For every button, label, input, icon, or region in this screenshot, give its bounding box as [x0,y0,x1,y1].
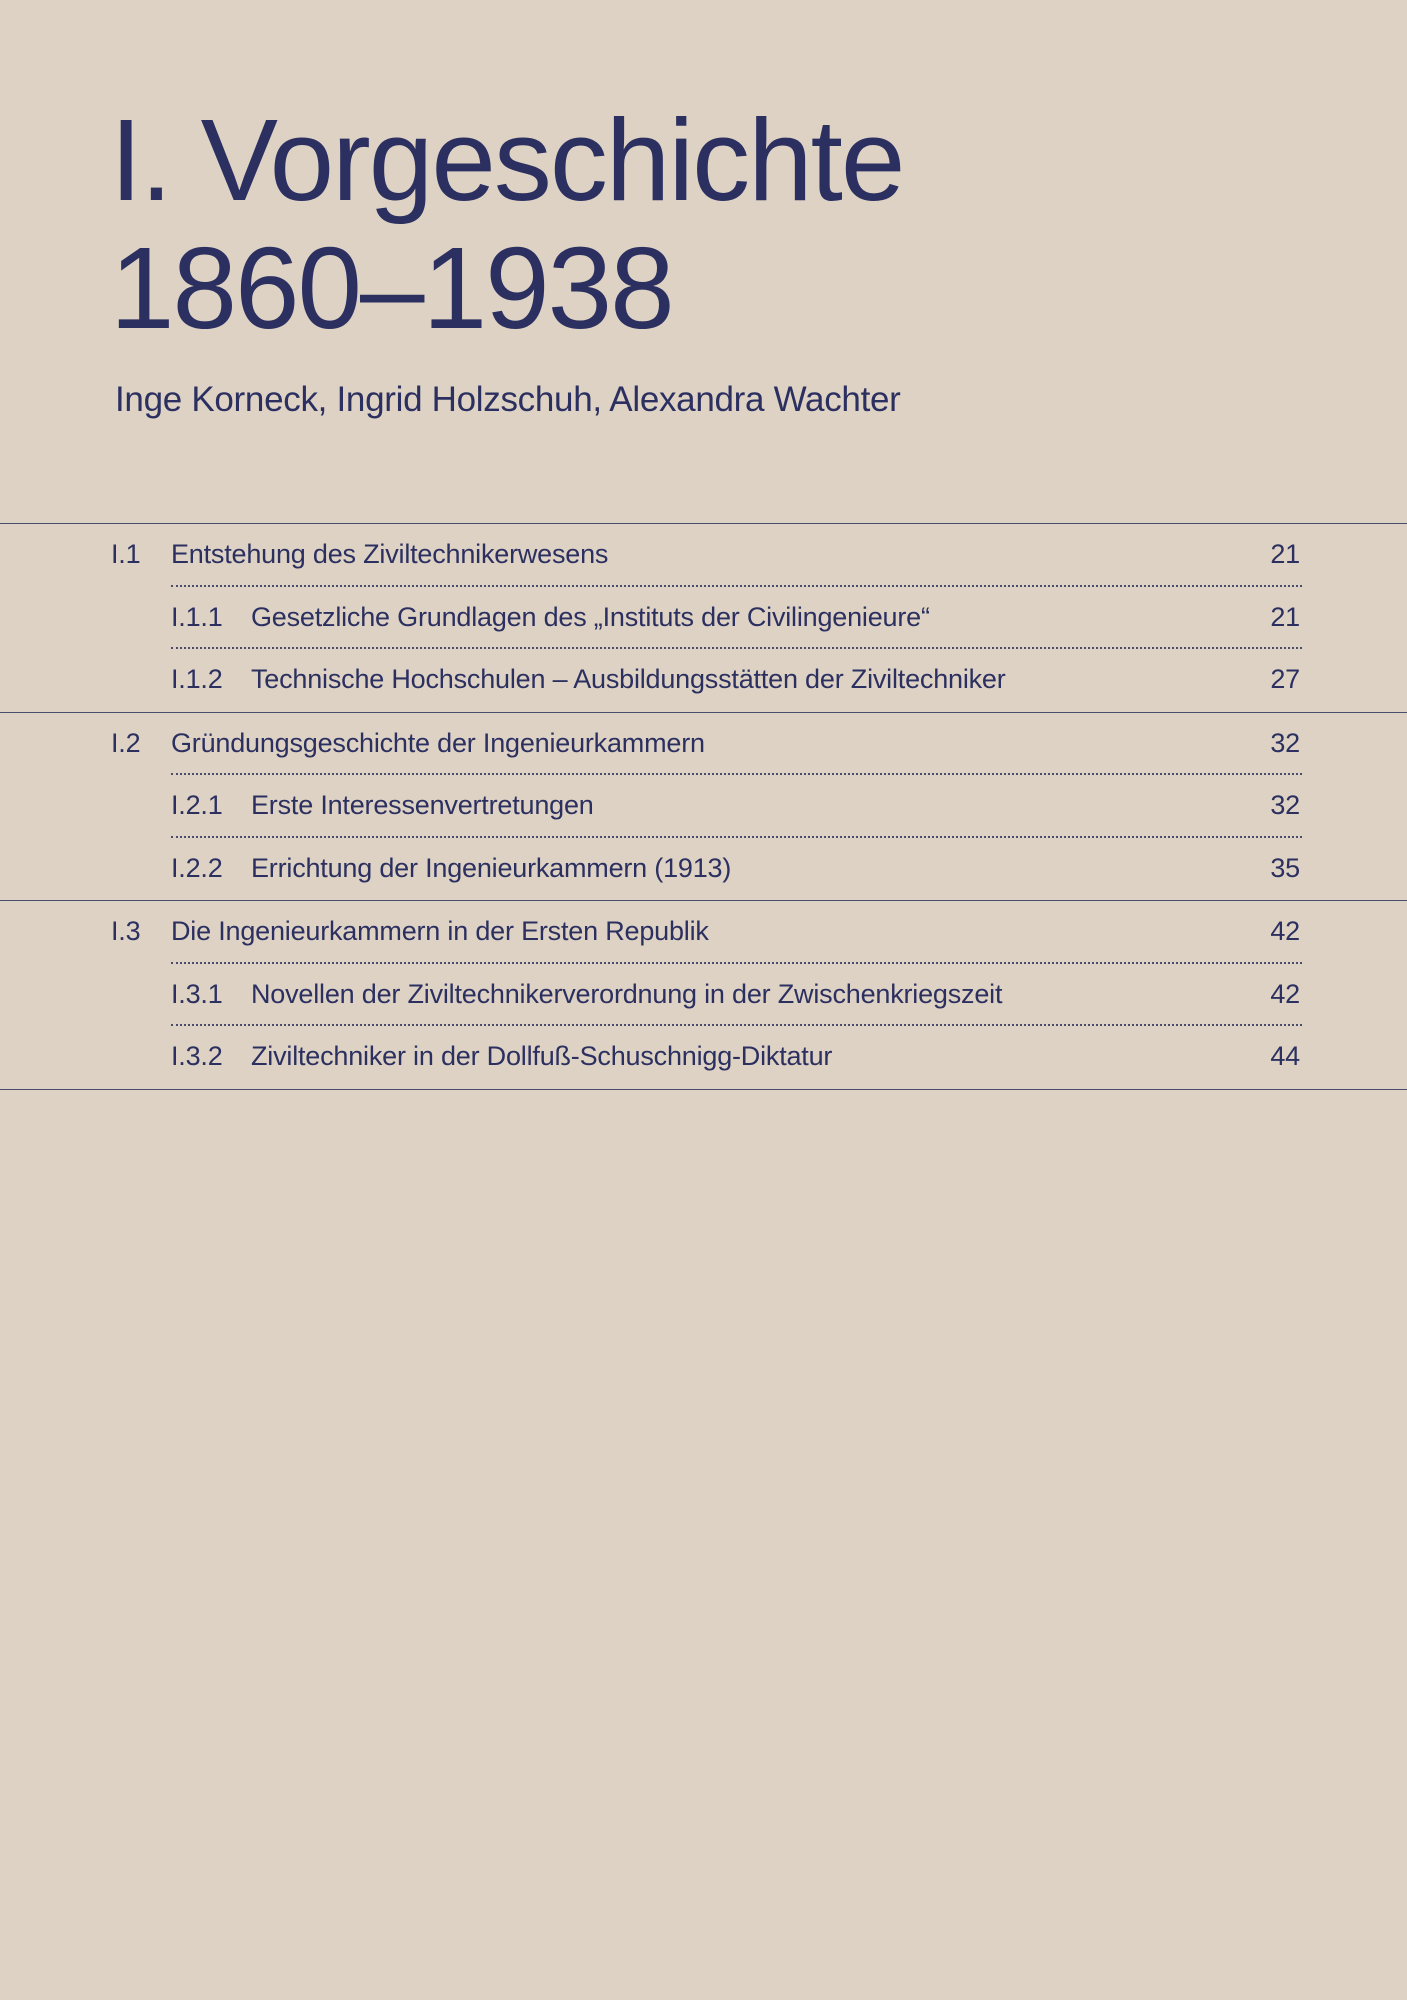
toc-number: I.2 [111,727,141,758]
chapter-title-line1: I. Vorgeschichte [110,95,904,225]
toc-page: 35 [1270,852,1300,883]
chapter-title [110,96,903,352]
toc-page: 32 [1270,727,1300,758]
toc-entry[interactable] [0,524,1407,587]
toc-number: I.2.1 [171,790,223,820]
table-of-contents [0,523,1407,1090]
toc-entry[interactable] [0,649,1407,712]
chapter-authors: Inge Korneck, Ingrid Holzschuh, Alexandra Wachter [115,380,901,419]
toc-entry[interactable] [0,838,1407,901]
toc-page: 32 [1270,790,1300,820]
toc-page: 21 [1270,539,1300,569]
toc-label: Ziviltechniker in der Dollfuß-Schuschnigg-Diktatur [251,1041,833,1071]
toc-page: 42 [1270,978,1300,1009]
toc-number: I.2.2 [171,852,223,883]
toc-number: I.3.1 [171,978,223,1009]
toc-entry[interactable] [0,587,1407,650]
toc-label: Errichtung der Ingenieurkammern (1913) [251,852,732,883]
toc-label: Die Ingenieurkammern in der Ersten Republik [171,916,709,946]
toc-page: 44 [1270,1041,1300,1071]
toc-label: Gesetzliche Grundlagen des „Instituts der Civilingenieure“ [251,601,930,632]
toc-section-1 [0,523,1407,712]
toc-label: Novellen der Ziviltechnikerverordnung in der Zwischenkriegszeit [251,978,1003,1009]
toc-page: 27 [1270,664,1300,694]
toc-number: I.1.1 [171,601,223,632]
toc-label: Technische Hochschulen – Ausbildungsstätten der Ziviltechniker [251,664,1006,694]
toc-number: I.3 [111,916,141,946]
toc-label: Erste Interessenvertretungen [251,790,594,820]
toc-label: Gründungsgeschichte der Ingenieurkammern [171,727,705,758]
toc-entry[interactable] [0,964,1407,1027]
toc-page: 21 [1270,601,1300,632]
toc-page: 42 [1270,916,1300,946]
chapter-title-years: 1860–1938 [110,223,673,353]
toc-entry[interactable] [0,1026,1407,1089]
toc-entry[interactable] [0,901,1407,964]
toc-label: Entstehung des Ziviltechnikerwesens [171,539,609,569]
toc-entry[interactable] [0,713,1407,776]
toc-number: I.1 [111,539,141,569]
toc-section-2 [0,712,1407,901]
toc-entry[interactable] [0,775,1407,838]
toc-number: I.1.2 [171,664,223,694]
toc-section-3 [0,900,1407,1090]
toc-number: I.3.2 [171,1041,223,1071]
